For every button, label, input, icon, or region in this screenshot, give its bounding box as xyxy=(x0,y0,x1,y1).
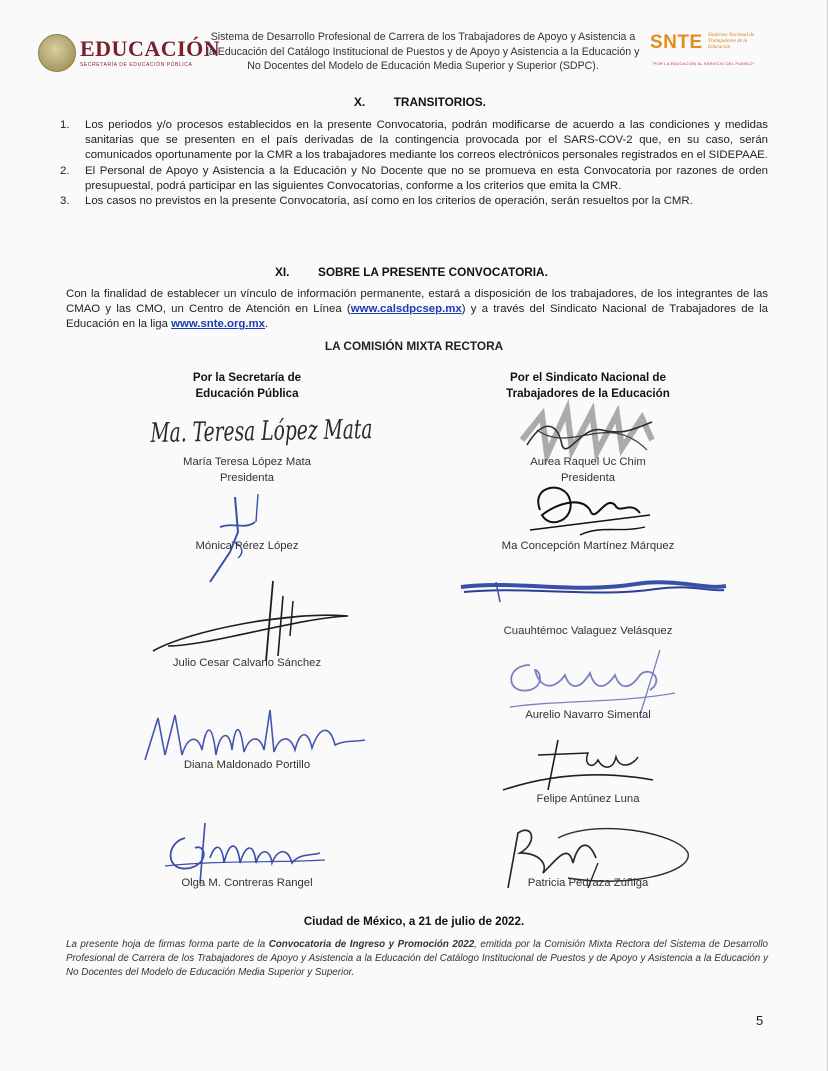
footnote-text: La presente hoja de firmas forma parte de la xyxy=(66,939,269,950)
signatory-name: Olga M. Contreras Rangel xyxy=(181,877,313,889)
signatory-role: Presidenta xyxy=(560,472,615,484)
sep-logo xyxy=(38,34,220,72)
calsdpcsep-link[interactable]: www.calsdpcsep.mx xyxy=(350,303,462,316)
signatory-name: Ma Concepción Martínez Márquez xyxy=(501,540,675,552)
signatory-olga-contreras xyxy=(147,875,347,891)
heading-line: Por la Secretaría de xyxy=(192,371,302,384)
list-item-number: 1. xyxy=(60,119,70,131)
signatory-name: Cuauhtémoc Valaguez Velásquez xyxy=(503,625,673,637)
signatory-felipe-antunez xyxy=(470,791,706,807)
signatory-cuauhtemoc-valaguez xyxy=(470,623,706,639)
signatory-patricia-pedraza xyxy=(470,875,706,891)
footnote-convocatoria-title: Convocatoria de Ingreso y Promoción 2022 xyxy=(268,939,475,950)
signatory-aurea-uc xyxy=(470,454,706,486)
list-item-number: 2. xyxy=(60,164,70,177)
signatory-role: Presidenta xyxy=(219,472,274,484)
snte-logo-text: Sindicato Nacional de Trabajadores de la Educación xyxy=(708,32,755,50)
signatory-julio-calvario xyxy=(147,655,347,671)
signatory-monica-perez xyxy=(147,538,347,554)
list-item xyxy=(60,194,768,209)
list-item xyxy=(60,118,768,164)
list-item-text: Los casos no previstos en la presente Convocatoria, así como en los criterios de operación, serán resueltos por la CMR. xyxy=(85,195,693,208)
section-x-heading xyxy=(354,95,486,109)
heading-line: Por el Sindicato Nacional de xyxy=(510,371,666,384)
transitorios-list xyxy=(60,118,768,209)
svg-text:Ma. Teresa López Mata: Ma. Teresa López Mata xyxy=(150,412,472,449)
signatory-name: Diana Maldonado Portillo xyxy=(183,759,311,771)
signatory-name: Felipe Antúnez Luna xyxy=(536,793,640,805)
section-xi-number: XI. xyxy=(275,265,290,279)
footnote-text: , emitida por la Comisión Mixta Rectora del Sistema de Desarrollo Profesional de Carrera de los Trabajadores de Apoyo y Asistencia a la Educación del Catálogo Institucional de Puestos y de Apoyo y Asistencia a la Educación y No Docentes del Modelo de Educación Media Superior y Superior. xyxy=(66,939,768,978)
paragraph-text: Con la finalidad de establecer un vínculo de información permanente, estará a disposición de los trabajadores, de los integrantes de las CMAO y las CMO, un Centro de Atención en Línea ( xyxy=(66,288,768,316)
paragraph-text: ) y a través del Sindicato Nacional de Trabajadores de la Educación en la liga xyxy=(66,303,769,331)
section-xi-title: SOBRE LA PRESENTE CONVOCATORIA. xyxy=(318,265,548,279)
snte-logo-word: SNTE xyxy=(650,32,703,53)
national-seal-icon xyxy=(38,34,76,72)
date-line: Ciudad de México, a 21 de julio de 2022. xyxy=(303,915,525,928)
section-xi-heading xyxy=(275,265,548,279)
signatory-name: Patricia Pedraza Zúñiga xyxy=(527,877,649,889)
list-item-number: 3. xyxy=(60,195,70,208)
snte-link[interactable]: www.snte.org.mx xyxy=(171,318,266,331)
signatory-name: Julio Cesar Calvario Sánchez xyxy=(172,657,322,669)
left-column-heading xyxy=(147,370,347,402)
heading-line: Educación Pública xyxy=(195,387,299,400)
list-item-text: Los periodos y/o procesos establecidos en la presente Convocatoria, podrán modificarse de acuerdo a las condiciones y medidas sanitarias que se presenten en el país derivadas de la contingencia provocada por el SARS-COV-2 que, en su caso, serán comunicados oportunamente por la CMR a los trabajadores mediante los correos electrónicos personales registrados en el SIDEPAAE. xyxy=(85,119,768,162)
sep-logo-word: EDUCACIÓN xyxy=(80,36,221,61)
heading-line: Trabajadores de la Educación xyxy=(506,387,670,400)
signatory-name: María Teresa López Mata xyxy=(183,456,311,468)
section-x-title: TRANSITORIOS. xyxy=(393,95,486,109)
snte-logo xyxy=(650,30,768,70)
signatory-concepcion-martinez xyxy=(470,538,706,554)
signatory-name: Aurelio Navarro Simental xyxy=(525,709,651,721)
footnote xyxy=(66,938,768,980)
signatory-name: Aurea Raquel Uc Chim xyxy=(530,456,646,468)
signature-cuauhtemoc-valaguez xyxy=(456,572,731,612)
signatory-aurelio-navarro xyxy=(470,707,706,723)
snte-logo-slogan: "POR LA EDUCACIÓN AL SERVICIO DEL PUEBLO" xyxy=(652,61,755,66)
signature-teresa-lopez xyxy=(148,406,472,461)
right-column-heading xyxy=(470,370,706,402)
signatory-name: Mónica Pérez López xyxy=(195,540,299,552)
sep-logo-subtitle: SECRETARÍA DE EDUCACIÓN PÚBLICA xyxy=(80,62,193,68)
list-item xyxy=(60,164,768,194)
list-item-text: El Personal de Apoyo y Asistencia a la Educación y No Docente que no se promueva en esta Convocatoria por razones de orden presupuestal, podrá participar en las siguientes Convocatorias, conforme a los criterios que emita la CMR. xyxy=(85,164,768,192)
section-xi-paragraph xyxy=(66,287,768,333)
signatory-diana-maldonado xyxy=(147,757,347,773)
header-program-name: Sistema de Desarrollo Profesional de Carrera de los Trabajadores de Apoyo y Asistencia a la Educación del Catálogo Institucional de Puestos y de Apoyo y Asistencia a la Educación y No Docentes del Modelo de Educación Media Superior y Superior (SDPC). xyxy=(206,31,640,72)
commission-title: LA COMISIÓN MIXTA RECTORA xyxy=(324,339,504,353)
page-number: 5 xyxy=(756,1013,764,1028)
paragraph-text: . xyxy=(265,318,269,331)
signatory-teresa-lopez xyxy=(147,454,347,486)
section-x-number: X. xyxy=(354,95,366,109)
